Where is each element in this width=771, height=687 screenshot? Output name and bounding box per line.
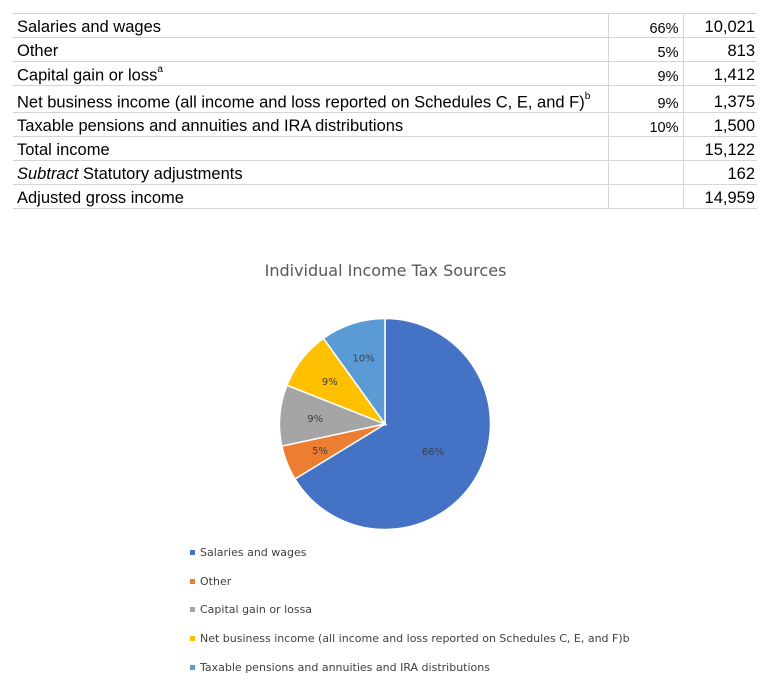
row-label-text: Salaries and wages: [17, 18, 162, 36]
legend-label: Taxable pensions and annuities and IRA distributions: [200, 661, 490, 675]
row-percent: 9%: [608, 62, 683, 86]
row-percent: 5%: [608, 38, 683, 62]
pie-data-label: 9%: [321, 376, 338, 388]
legend-label: Salaries and wages: [200, 545, 307, 559]
row-amount: 14,959: [683, 185, 757, 209]
legend-item: [190, 596, 630, 625]
row-label-text: Other: [17, 42, 59, 60]
row-label-text: Adjusted gross income: [17, 189, 184, 207]
row-amount: 162: [683, 161, 757, 185]
legend-item: [190, 653, 630, 682]
row-amount: 10,021: [683, 14, 757, 38]
row-label-footnote: b: [584, 90, 591, 102]
chart-title: Individual Income Tax Sources: [264, 261, 507, 280]
row-label-text: Net business income (all income and loss reported on Schedules C, E, and F): [17, 93, 585, 111]
legend-label: Capital gain or lossa: [200, 603, 313, 617]
row-label-text: Statutory adjustments: [78, 165, 243, 183]
row-label-text: Taxable pensions and annuities and IRA distributions: [17, 117, 404, 135]
pie-data-label: 10%: [352, 353, 375, 365]
row-amount: 1,412: [683, 62, 757, 86]
row-amount: 1,500: [683, 113, 757, 137]
pie-data-label: 66%: [421, 446, 445, 458]
row-amount: 1,375: [683, 86, 757, 113]
row-percent: 9%: [608, 86, 683, 113]
row-percent: 10%: [608, 113, 683, 137]
legend-label: Net business income (all income and loss reported on Schedules C, E, and F)b: [200, 632, 630, 646]
row-label-footnote: a: [157, 63, 163, 75]
row-label-prefix: Subtract: [17, 165, 79, 183]
legend-item: [190, 538, 630, 567]
legend-swatch: [190, 636, 195, 641]
pie-data-label: 9%: [307, 414, 324, 426]
legend-swatch: [190, 579, 195, 584]
row-amount: 15,122: [683, 137, 757, 161]
legend-swatch: [190, 607, 195, 612]
row-amount: 813: [683, 38, 757, 62]
chart-legend: [190, 538, 630, 682]
row-label-text: Capital gain or loss: [17, 66, 158, 84]
pie-data-label: 5%: [312, 445, 328, 457]
legend-swatch: [190, 550, 195, 555]
row-label-text: Total income: [17, 141, 110, 159]
legend-label: Other: [200, 574, 232, 588]
legend-swatch: [190, 665, 195, 670]
legend-item: [190, 567, 630, 596]
legend-item: [190, 624, 630, 653]
row-percent: 66%: [608, 14, 683, 38]
